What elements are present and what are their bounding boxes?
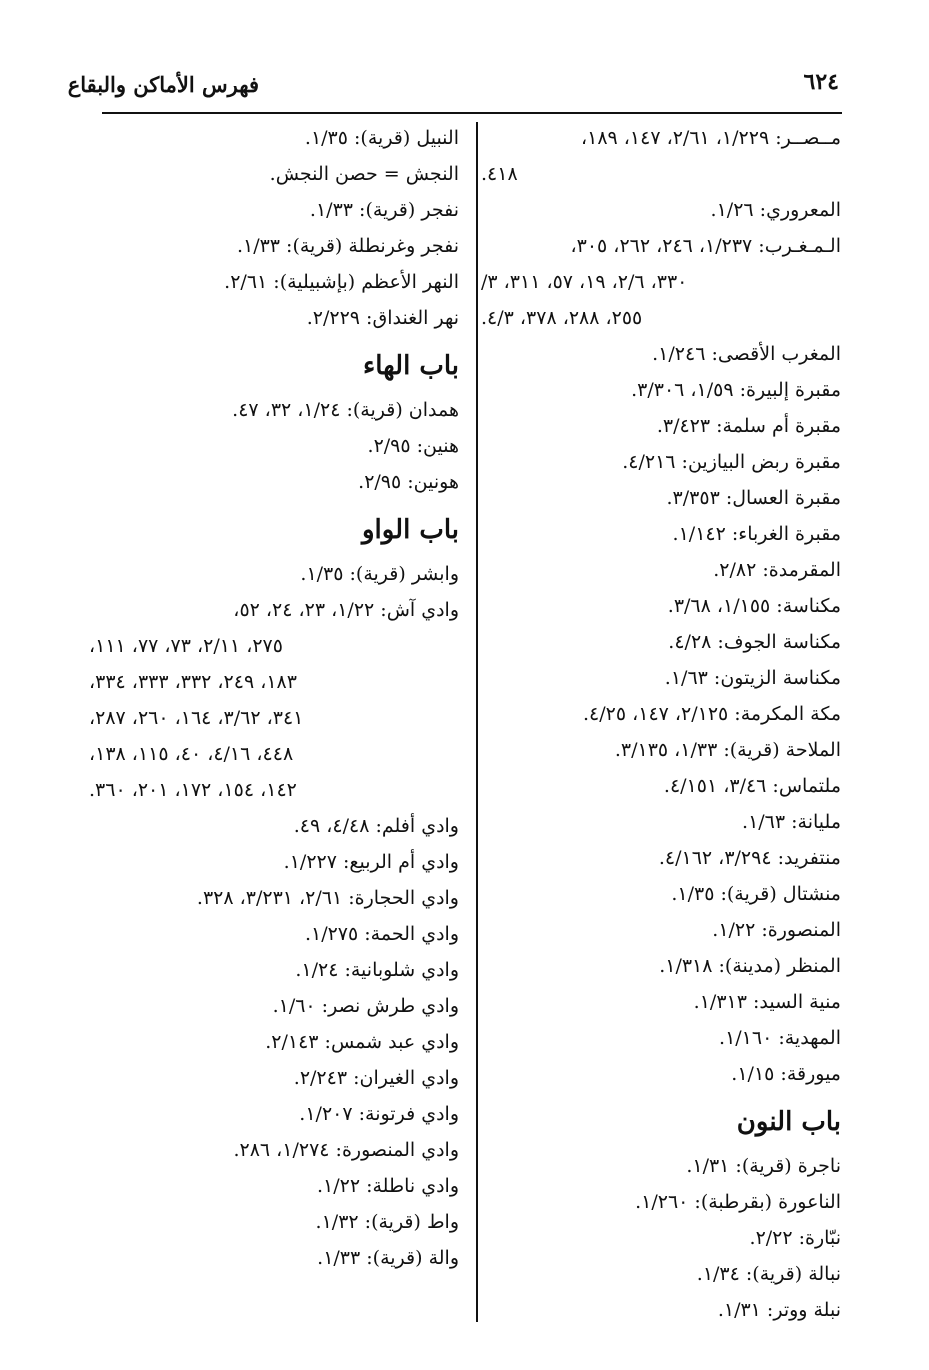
index-entry: المغرب الأقصى: ١/٢٤٦.	[652, 343, 841, 365]
column-divider	[476, 122, 478, 1322]
index-entry: والة (قرية): ١/٣٣.	[317, 1247, 459, 1269]
index-entry-continuation: ٢٥٥، ٢٨٨، ٣٧٨، ٤/٣.	[481, 307, 643, 329]
index-entry: هونين: ٢/٩٥.	[358, 471, 459, 493]
index-entry: وادي أم الربيع: ١/٢٢٧.	[283, 851, 459, 873]
index-entry: مكناسة: ١/١٥٥، ٣/٦٨.	[667, 595, 841, 617]
section-heading: باب النون	[736, 1107, 841, 1137]
index-entry: الـمـغـرب: ١/٢٣٧، ٢٤٦، ٢٦٢، ٣٠٥،	[570, 235, 841, 257]
index-entry-continuation: ٣٣٠، ٢/٦، ١٩، ٥٧، ٣١١، ٣/	[481, 271, 688, 293]
index-entry: النهر الأعظم (بإشبيلية): ٢/٦١.	[224, 271, 459, 293]
section-heading: باب الهاء	[363, 351, 459, 381]
running-header-title: فهرس الأماكن والبقاع	[67, 72, 259, 97]
index-entry: مقبرة ربض البيازين: ٤/٢١٦.	[622, 451, 841, 473]
index-entry: مقبرة أم سلمة: ٣/٤٢٣.	[656, 415, 841, 437]
index-entry: وادي ناطلة: ١/٢٢.	[316, 1175, 459, 1197]
index-entry: المنظر (مدينة): ١/٣١٨.	[659, 955, 841, 977]
index-entry: وادي الحجارة: ٢/٦١، ٣/٢٣١، ٣٢٨.	[196, 887, 459, 909]
index-entry: همدان (قرية): ١/٢٤، ٣٢، ٤٧.	[232, 399, 459, 421]
index-entry: النبيل (قرية): ١/٣٥.	[304, 127, 459, 149]
index-entry: مــصــر: ١/٢٢٩، ٢/٦١، ١٤٧، ١٨٩،	[580, 127, 841, 149]
index-entry: وادي شلوبانية: ١/٢٤.	[295, 959, 459, 981]
index-entry: منتفريد: ٣/٢٩٤، ٤/١٦٢.	[658, 847, 841, 869]
index-entry: مكناسة الجوف: ٤/٢٨.	[668, 631, 841, 653]
index-entry: وادي الغيران: ٢/٢٤٣.	[293, 1067, 459, 1089]
index-entry: مقبرة العسال: ٣/٣٥٣.	[666, 487, 841, 509]
index-entry: ناجرة (قرية): ١/٣١.	[686, 1155, 841, 1177]
index-entry: الملاحة (قرية): ١/٣٣، ٣/١٣٥.	[614, 739, 841, 761]
index-entry: الناعورة (بقرطبة): ١/٢٦٠.	[635, 1191, 841, 1213]
right-column	[481, 120, 841, 1328]
index-entry: ميورقة: ١/١٥.	[731, 1063, 841, 1085]
index-entry: وادي عبد شمس: ٢/١٤٣.	[265, 1031, 459, 1053]
index-entry: ملتماس: ٣/٤٦، ٤/١٥١.	[663, 775, 841, 797]
index-entry: المعروري: ١/٢٦.	[710, 199, 841, 221]
index-entry: نبلة ووتر: ١/٣١.	[717, 1299, 841, 1321]
index-entry: وادي فرتونة: ١/٢٠٧.	[299, 1103, 459, 1125]
index-entry: وادي طرش نصر: ١/٦٠.	[272, 995, 459, 1017]
index-entry: وادي آش: ١/٢٢، ٢٣، ٢٤، ٥٢،	[233, 599, 459, 621]
index-entry: منية السيد: ١/٣١٣.	[693, 991, 841, 1013]
index-entry-continuation: ٤٤٨، ٤/١٦، ٤٠، ١١٥، ١٣٨،	[89, 743, 294, 765]
index-entry: هنين: ٢/٩٥.	[367, 435, 459, 457]
index-entry: المقرمدة: ٢/٨٢.	[713, 559, 841, 581]
index-entry: وادي المنصورة: ١/٢٧٤، ٢٨٦.	[233, 1139, 459, 1161]
index-entry: منشتال (قرية): ١/٣٥.	[671, 883, 841, 905]
index-entry: واط (قرية): ١/٣٢.	[315, 1211, 459, 1233]
index-entry: مقبرة الغرباء: ١/١٤٢.	[672, 523, 841, 545]
index-entry: وادي أفلم: ٤/٤٨، ٤٩.	[293, 815, 459, 837]
index-entry: مكة المكرمة: ٢/١٢٥، ١٤٧، ٤/٢٥.	[582, 703, 841, 725]
index-entry: مقبرة إلبيرة: ١/٥٩، ٣/٣٠٦.	[631, 379, 841, 401]
index-entry: النجش = حصن النجش.	[269, 163, 459, 185]
index-entry: المنصورة: ١/٢٢.	[712, 919, 841, 941]
index-entry-continuation: ١٨٣، ٢٤٩، ٣٣٢، ٣٣٣، ٣٣٤،	[89, 671, 297, 693]
index-entry-continuation: ٣٤١، ٣/٦٢، ١٦٤، ٢٦٠، ٢٨٧،	[89, 707, 304, 729]
index-entry: نهر الغنداق: ٢/٢٢٩.	[306, 307, 459, 329]
index-entry-continuation: ٤١٨.	[481, 163, 518, 185]
header-rule	[102, 112, 842, 114]
left-column	[89, 120, 459, 1276]
index-entry: نبالة (قرية): ١/٣٤.	[696, 1263, 841, 1285]
page-number: ٦٢٤	[803, 69, 839, 95]
index-entry: وابشر (قرية): ١/٣٥.	[300, 563, 459, 585]
section-heading: باب الواو	[361, 515, 459, 545]
index-entry: مليانة: ١/٦٣.	[742, 811, 841, 833]
index-entry: نفجر (قرية): ١/٣٣.	[309, 199, 459, 221]
index-entry: نبّارة: ٢/٢٢.	[749, 1227, 841, 1249]
index-entry: مكناسة الزيتون: ١/٦٣.	[664, 667, 841, 689]
index-entry-continuation: ٢٧٥، ٢/١١، ٧٣، ٧٧، ١١١،	[89, 635, 283, 657]
index-entry-continuation: ١٤٢، ١٥٤، ١٧٢، ٢٠١، ٣٦٠.	[89, 779, 297, 801]
index-entry: وادي الحمة: ١/٢٧٥.	[304, 923, 459, 945]
index-entry: المهدية: ١/١٦٠.	[719, 1027, 841, 1049]
index-entry: نفجر وغرنطلة (قرية): ١/٣٣.	[236, 235, 459, 257]
